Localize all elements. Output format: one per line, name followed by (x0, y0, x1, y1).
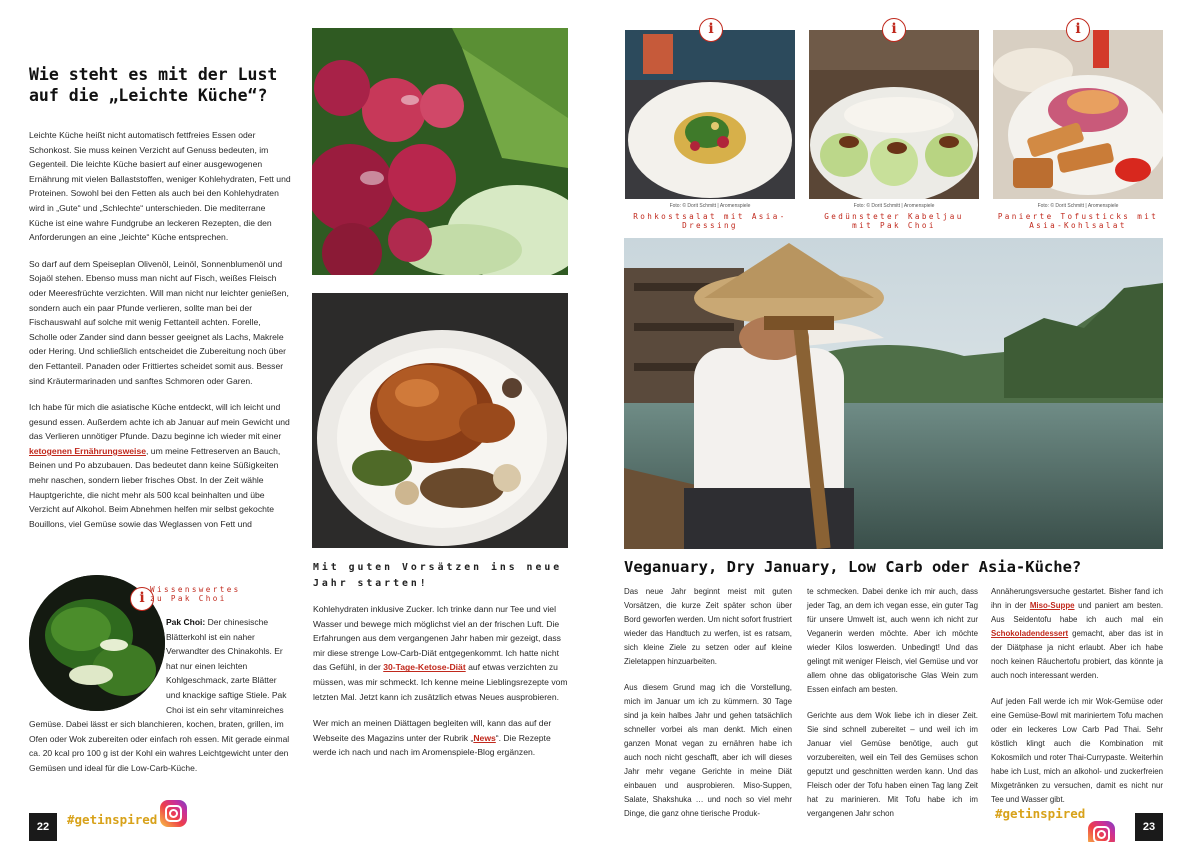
ketose-diet-link[interactable]: 30-Tage-Ketose-Diät (383, 662, 466, 673)
paragraph: Annäherungsversuche gestartet. Bisher fand ich ihn in der Miso-Suppe und paniert am besten. Aus Seidentofu habe ich auch mal ein Schokoladendessert gemacht, aber das ist in der Diätphase ja nicht erlaubt. Aber ich habe noch keinen Räuchertofu probiert, das könnte ja auch noch interessant werden. (991, 587, 1164, 680)
caption-cod: Gedünsteter Kabeljau mit Pak Choi (824, 212, 964, 230)
paragraph: te schmecken. Dabei denke ich mir auch, dass jeder Tag, an dem ich vegan esse, ein guter Tag für unsere Umwelt ist, auch wenn ich nicht zur Veganerin werden möchte. Aber ich möchte wieder Kilos loswerden. Unbedingt! Und das gelingt mit weniger Fleisch, viel Gemüse und vor allem ohne das obligatorische Glas Wein zum Essen einfach am besten. (807, 587, 978, 694)
tofu-sticks-photo (993, 30, 1163, 199)
paragraph: Wer mich an meinen Diättagen begleiten will, kann das auf der Webseite des Magazins unter der Rubrik „News“. Die Rezepte werde ich nach und nach im Aromenspiele-Blog ergänzen. (313, 718, 552, 758)
pak-choi-box-text: Pak Choi: Der chinesische Blätterkohl ist ein naher Verwandter des Chinakohls. Er hat nur einen leichten Kohlgeschmack, zarte Blätter und knackige saftige Stiele. Pak Choi ist ein sehr vitaminreiches Gemüse. Dabei lässt er sich blanchieren, kochen, braten, grillen, im Ofen oder Wok zubereiten oder einfach roh essen. Mit gerade einmal ca. 20 kcal pro 100 g ist der Kohl ein wahres Leichtgewicht unter den Gemüsen und ideal für die Low-Carb-Küche. (29, 617, 290, 773)
hashtag-left[interactable]: #getinspired (67, 812, 158, 827)
left-headline: Wie steht es mit der Lust auf die „Leichte Küche“? (29, 65, 278, 105)
paragraph: Aus diesem Grund mag ich die Vorstellung, mich im Januar um ich zu kümmern. 30 Tage sind ja kein halbes Jahr und gehen tatsächlich schneller vorbei als man denkt. Mich einen ganzen Monat vegan zu ernähren habe ich auch noch nicht geschafft, aber ich will dieses Jahr mehr vegane Gerichte in meine Diät einbauen und ausprobieren. Miso-Suppen, Salate, Shakshuka … und noch so viel mehr Dinge, die ganz ohne tierische Produk- (624, 683, 792, 818)
right-column-1 (624, 585, 792, 833)
caption-raw-salad: Rohkostsalat mit Asia- Dressing (633, 212, 787, 230)
miso-soup-link[interactable]: Miso-Suppe (1029, 601, 1075, 610)
caption-tofu: Panierte Tofusticks mit Asia-Kohlsalat (997, 212, 1159, 230)
cod-pak-choi-photo (809, 30, 979, 199)
page-number-left: 22 (29, 813, 57, 841)
instagram-icon[interactable] (160, 800, 187, 827)
page-number-right: 23 (1135, 813, 1163, 841)
left-subheadline: Mit guten Vorsätzen ins neue Jahr starten! (313, 562, 563, 589)
right-headline: Veganuary, Dry January, Low Carb oder Asia-Küche? (624, 558, 1082, 576)
info-icon: i (699, 18, 723, 42)
photo-credit: Foto: © Dorit Schmitt | Aromenspiele (853, 203, 935, 209)
info-icon: i (130, 587, 154, 611)
paragraph: So darf auf dem Speiseplan Olivenöl, Leinöl, Sonnenblumenöl und Sojaöl stehen. Ebenso muss man nicht auf Fisch, weißes Fleisch oder Meeresfrüchte verzichten. Will man nicht nur leichter genießen, sondern auch ein paar Pfunde verlieren, sollte man bei der Fischauswahl auf solche mit wenig Fettanteil achten. Forelle, Scholle oder Zander sind dann besser geeignet als Lachs, Makrele oder Hering. Und schließlich entscheidet die Zubereitung noch über den Fettanteil. Panaden oder Frittiertes scheidet somit aus. Besser sind Kräutermarinaden und sanftes Schmoren oder Garen. (29, 258, 289, 386)
chocolate-dessert-link[interactable]: Schokoladendessert (991, 629, 1069, 638)
left-article-column (29, 128, 291, 543)
roast-chicken-photo (312, 293, 568, 548)
ketogenic-diet-link[interactable]: ketogenen Ernährungsweise (29, 445, 147, 456)
pak-choi-term: Pak Choi: (166, 617, 206, 627)
right-column-2 (807, 585, 978, 833)
radish-photo (312, 28, 568, 275)
paragraph: Das neue Jahr beginnt meist mit guten Vorsätzen, die kurze Zeit später schon über Bord geworfen werden. Um nicht sofort frustriert wieder das Handtuch zu werfen, ist es ratsam, sich kleine Ziele zu setzen oder auf kleine Zieletappen hinzuarbeiten. (624, 587, 792, 666)
paragraph: Leichte Küche heißt nicht automatisch fettfreies Essen oder Schonkost. Sie muss keinen Verzicht auf Genuss bedeuten, im Gegenteil. Die leichte Küche basiert auf einer ausgewogenen Ernährung mit vielen Ballaststoffen, weniger Kohlehydraten, Fett und Proteinen. Sowohl bei den Fetten als auch bei den Kohlehydraten wird in „Gute“ und „Schlechte“ unterschieden. Die mediterrane Küche ist eine wahre Fundgrube an leckeren Rezepten, die den Anforderungen an eine „leichte“ Küche entsprechen. (29, 130, 291, 243)
river-boatman-photo (624, 238, 1163, 549)
paragraph: Ich habe für mich die asiatische Küche entdeckt, will ich leicht und gesund essen. Außerdem achte ich ab Januar auf mein Gewicht und das Verlieren unnötiger Pfunde. Dazu beginne ich wieder mit einer ketogenen Ernährungsweise, um meine Fettreserven an Bauch, Beinen und Po abzubauen. Das bedeutet dann keine Süßigkeiten mehr naschen, sondern lieber frisches Obst. In der Zeit wähle Hauptgerichte, die nicht mehr als 500 kcal beinhalten und übe Verzicht auf Alkohol. Beim Abnehmen helfen mir selbst gekochte Bouillons, viel Gemüse sowie das Weglassen von Fett und (29, 402, 290, 529)
paragraph: Kohlehydraten inklusive Zucker. Ich trinke dann nur Tee und viel Wasser und bewege mich möglichst viel an der frischen Luft. Die Erfahrungen aus dem vergangenen Jahr haben mir gezeigt, dass mir diese strenge Low-Carb-Diät entgegenkommt. Ich hatte nicht das Gefühl, in der 30-Tage-Ketose-Diät auf etwas verzichten zu müssen, was mir schmeckt. Ich kenne meine Lieblingsrezepte vom letzten Mal. Jetzt kann ich zusätzlich etwas Neues ausprobieren. (313, 604, 568, 702)
paragraph: Gerichte aus dem Wok liebe ich in dieser Zeit. Sie sind schnell zubereitet – und weil ich im Januar viel Gemüse benötige, auch gut vorzubereiten, weil ein Teil des Gemüses schon geputzt und geschnitten werden kann. Und das Fleisch oder der Tofu haben einen Tag lang Zeit hat zu marinieren. Mit Tofu habe ich im vergangenen Jahr schon (807, 711, 978, 818)
instagram-icon[interactable] (1088, 821, 1115, 842)
info-icon: i (1066, 18, 1090, 42)
info-icon: i (882, 18, 906, 42)
right-column-3 (991, 585, 1163, 819)
news-link[interactable]: News (473, 732, 496, 743)
pak-choi-box-title: Wissenswertes zu Pak Choi (150, 585, 241, 603)
photo-credit: Foto: © Dorit Schmitt | Aromenspiele (1037, 203, 1119, 209)
left-middle-column (313, 602, 569, 772)
paragraph: Auf jeden Fall werde ich mir Wok-Gemüse oder eine Gemüse-Bowl mit mariniertem Tofu machen oder ein leckeres Low Carb Pad Thai. Sehr köstlich klingt auch die Kombination mit Kokosmilch und roter Thai-Currypaste. Weiterhin habe ich Lust, mich an alkohol- und zuckerfreien Mixgetränken zu versuchen, damit es nicht nur Tee und Wasser gibt. (991, 697, 1163, 804)
raw-salad-photo (625, 30, 795, 199)
hashtag-right[interactable]: #getinspired (995, 806, 1086, 821)
photo-credit: Foto: © Dorit Schmitt | Aromenspiele (669, 203, 751, 209)
